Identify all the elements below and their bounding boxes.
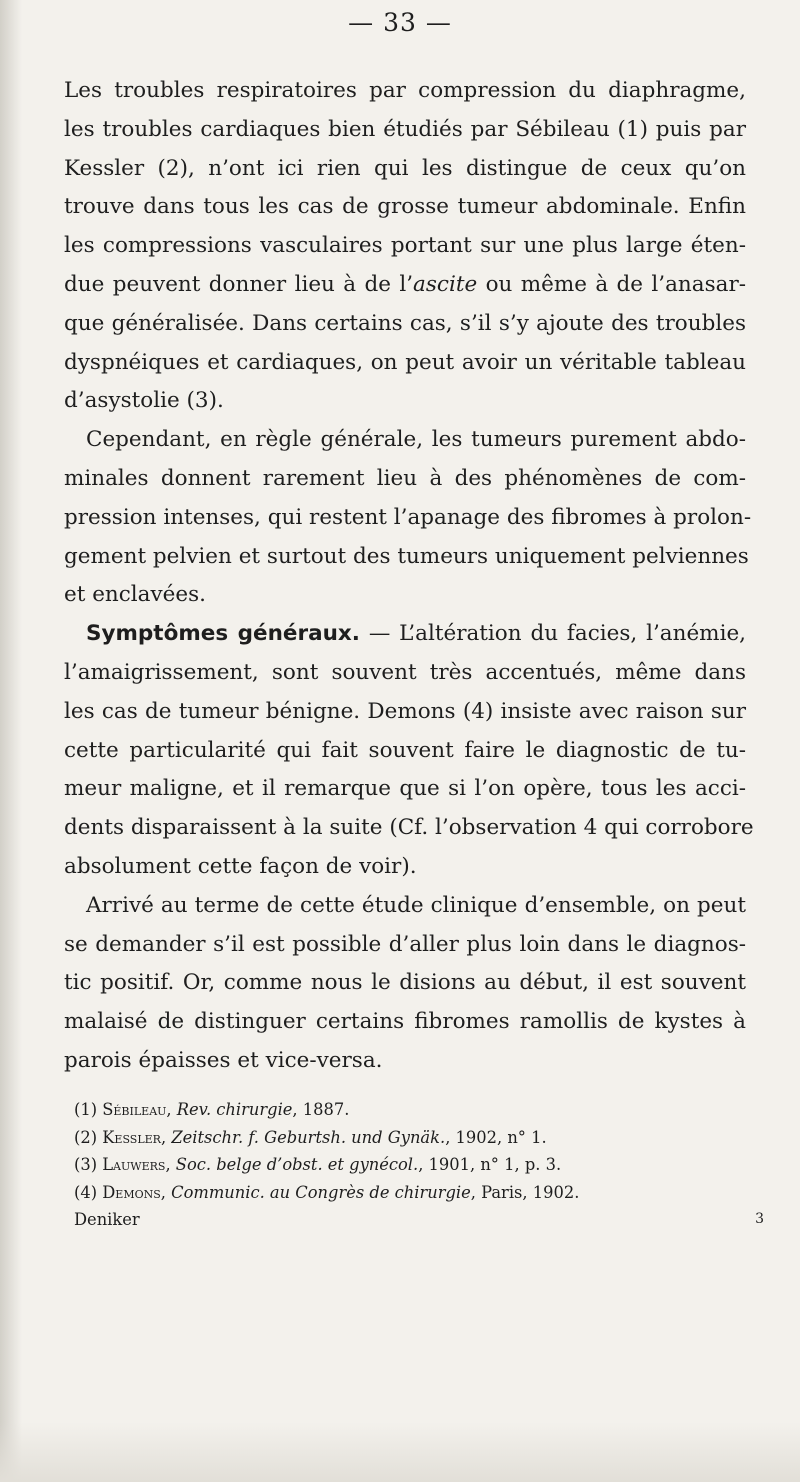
text-line: absolument cette façon de voir). [64,853,417,879]
text-line: les troubles cardiaques bien étudiés par Sébileau (1) puis par [64,116,746,142]
footnote [74,1151,764,1179]
text-line: pression intenses, qui restent l’apanage des fibromes à prolon- [64,504,752,530]
footnote-number: (1) [74,1100,103,1119]
footnote-author: Lauwers [102,1155,166,1174]
footnote-author: Demons [102,1182,161,1202]
signature-mark: 3 [755,1211,764,1227]
text-line: Arrivé au terme de cette étude clinique d’ensemble, on peut [86,892,746,918]
signature-line [74,1206,764,1234]
footnote-author: Sébileau [102,1100,167,1119]
page-edge-shadow [0,0,22,1482]
footnote-separator: , [160,1127,172,1147]
text-line: parois épaisses et vice-versa. [64,1047,383,1073]
text-line: l’amaigrissement, sont souvent très accentués, même dans [64,659,746,685]
footnote-work: Rev. chirurgie [176,1100,293,1119]
body-text [64,72,754,1081]
italic-term: ascite [413,271,478,297]
text-line: trouve dans tous les cas de grosse tumeur abdominale. Enfin [64,194,746,220]
text-line: meur maligne, et il remarque que si l’on opère, tous les acci- [64,776,746,802]
text-line: Cependant, en règle générale, les tumeurs purement abdo- [86,427,746,453]
footnote [74,1179,764,1207]
text-line: dyspnéiques et cardiaques, on peut avoir un véritable tableau [64,349,746,375]
text-line: les compressions vasculaires portant sur une plus large éten- [64,233,746,259]
text-line: Les troubles respiratoires par compression du diaphragme, [64,78,746,103]
footnote-number: (4) [74,1182,103,1202]
footnote-separator: , [166,1100,177,1119]
text-line: malaisé de distinguer certains fibromes ramollis de kystes à [64,1009,746,1035]
text-line [64,266,746,305]
footnote [74,1096,764,1124]
text-line: dents disparaissent à la suite (Cf. l’observation 4 qui corrobore [64,815,754,841]
footnote-work: Soc. belge d’obst. et gynécol. [175,1155,419,1174]
footnote-details: , 1901, n° 1, p. 3. [418,1155,562,1174]
footnote-number: (2) [74,1127,103,1147]
section-heading: Symptômes généraux. [86,621,360,647]
text-line: d’asystolie (3). [64,388,224,414]
footnote-work: Zeitschr. f. Geburtsh. und Gynäk. [171,1127,446,1147]
footnote-number: (3) [74,1155,103,1174]
footnote-details: , 1902, n° 1. [445,1127,547,1147]
text-line: que généralisée. Dans certains cas, s’il s’y ajoute des troubles [64,310,746,336]
text-line: minales donnent rarement lieu à des phénomènes de com- [64,465,746,491]
text-line: les cas de tumeur bénigne. Demons (4) insiste avec raison sur [64,698,746,724]
footnote-details: , 1887. [292,1100,350,1119]
footnote-details: , Paris, 1902. [470,1182,580,1202]
footnote [74,1124,764,1152]
footnote-work: Communic. au Congrès de chirurgie [171,1182,471,1202]
section-line [64,615,746,654]
page-number: — 33 — [348,8,452,37]
footnote-separator: , [165,1155,176,1174]
footnote-separator: , [160,1182,172,1202]
text-line: cette particularité qui fait souvent faire le diagnostic de tu- [64,737,746,763]
text-line: tic positif. Or, comme nous le disions au début, il est souvent [64,970,746,996]
text-fragment: — L’altération du facies, l’anémie, [359,621,746,647]
footnotes [74,1096,764,1234]
text-line: se demander s’il est possible d’aller plus loin dans le diagnos- [64,931,746,957]
footnote-author: Kessler [102,1127,161,1147]
text-fragment: ou même à de l’anasar- [477,271,746,297]
text-fragment: due peuvent donner lieu à de l’ [64,271,414,297]
text-line: gement pelvien et surtout des tumeurs uniquement pelviennes [64,543,749,569]
text-line: Kessler (2), n’ont ici rien qui les distingue de ceux qu’on [64,155,746,181]
signature-name: Deniker [74,1210,140,1229]
page-bottom-shadow [0,1422,800,1482]
text-line: et enclavées. [64,582,206,608]
